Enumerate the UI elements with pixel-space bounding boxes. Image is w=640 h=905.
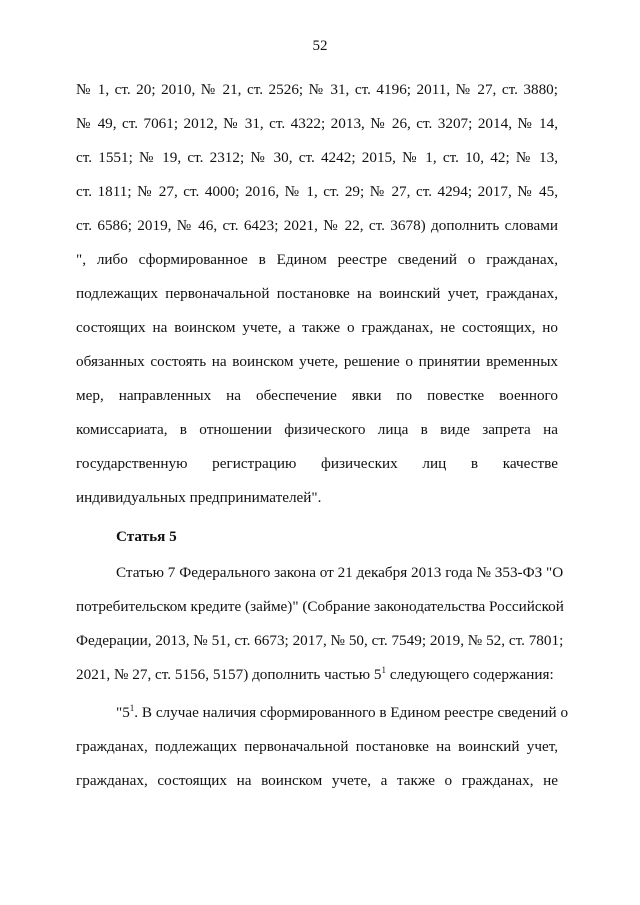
paragraph-line: обязанных состоять на воинском учете, решение о принятии временных [76,353,558,370]
paragraph-line: индивидуальных предпринимателей". [76,489,322,506]
paragraph-line: состоящих на воинском учете, а также о гражданах, не состоящих, но [76,319,558,336]
line-text: . В случае наличия сформированного в Едином реестре сведений о [134,704,569,721]
paragraph-line: мер, направленных на обеспечение явки по повестке военного [76,387,558,404]
paragraph-line: Федерации, 2013, № 51, ст. 6673; 2017, № 50, ст. 7549; 2019, № 52, ст. 7801; [76,632,564,649]
paragraph-line: № 1, ст. 20; 2010, № 21, ст. 2526; № 31, ст. 4196; 2011, № 27, ст. 3880; [76,81,558,98]
paragraph-line: ст. 1811; № 27, ст. 4000; 2016, № 1, ст. 29; № 27, ст. 4294; 2017, № 45, [76,183,558,200]
paragraph-line [116,702,569,723]
paragraph-line: Статью 7 Федерального закона от 21 декабря 2013 года № 353-ФЗ "О [116,564,564,581]
article-heading: Статья 5 [116,528,177,545]
paragraph-line: гражданах, состоящих на воинском учете, а также о гражданах, не [76,772,558,789]
paragraph-line: потребительском кредите (займе)" (Собрание законодательства Российской [76,598,564,615]
paragraph-line: № 49, ст. 7061; 2012, № 31, ст. 4322; 2013, № 26, ст. 3207; 2014, № 14, [76,115,558,132]
paragraph-line [76,665,558,685]
paragraph-line: ", либо сформированное в Едином реестре сведений о гражданах, [76,251,558,268]
line-text: "5 [116,704,130,721]
paragraph-line: ст. 1551; № 19, ст. 2312; № 30, ст. 4242; 2015, № 1, ст. 10, 42; № 13, [76,149,558,166]
paragraph-line: государственную регистрацию физических лиц в качестве [76,455,558,472]
page-number: 52 [312,38,328,54]
line-text: 2021, № 27, ст. 5156, 5157) дополнить частью 5 [76,666,382,683]
paragraph-line: подлежащих первоначальной постановке на воинский учет, гражданах, [76,285,558,302]
line-text: следующего содержания: [386,666,554,683]
paragraph-line: ст. 6586; 2019, № 46, ст. 6423; 2021, № 22, ст. 3678) дополнить словами [76,217,558,234]
paragraph-line: гражданах, подлежащих первоначальной постановке на воинский учет, [76,738,558,755]
superscript: 1 [129,702,135,713]
paragraph-line: комиссариата, в отношении физического лица в виде запрета на [76,421,558,438]
superscript: 1 [381,664,387,675]
